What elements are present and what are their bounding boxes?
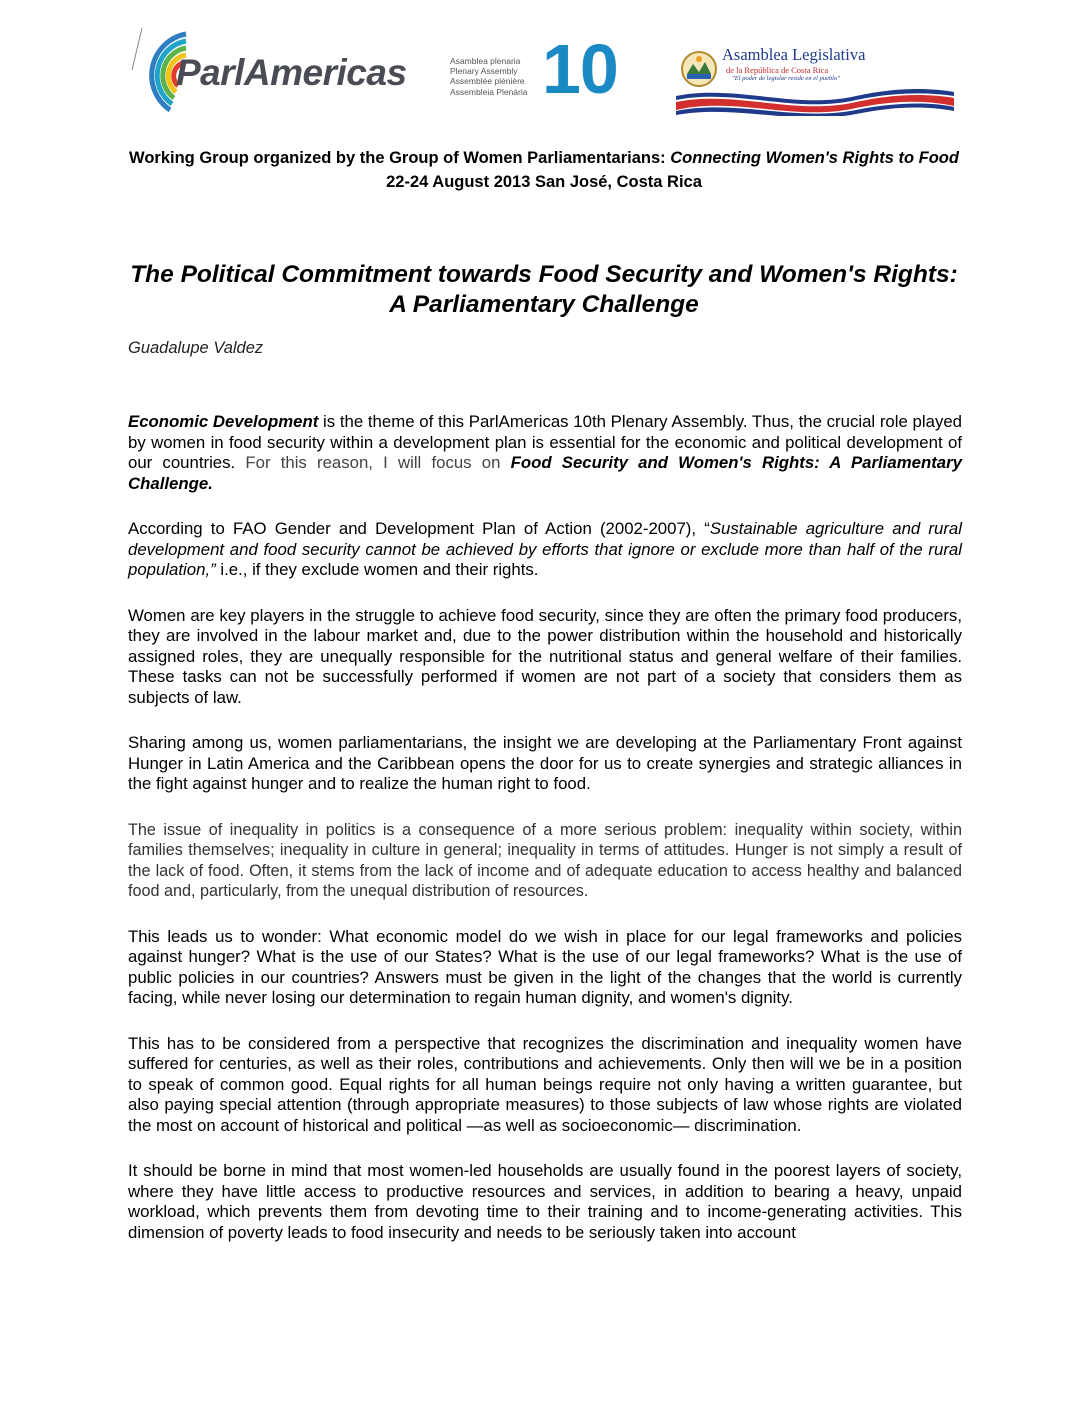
plenary-label: Assemblée plénière bbox=[450, 76, 525, 87]
working-group-date-location: 22-24 August 2013 San José, Costa Rica bbox=[386, 173, 702, 191]
paragraph-focus: Food Security and Women's Rights: A Parliamentary Challenge. bbox=[128, 453, 962, 493]
plenary-assembly-labels bbox=[450, 56, 527, 97]
author-name: Guadalupe Valdez bbox=[128, 339, 264, 357]
paragraph: This has to be considered from a perspective that recognizes the discrimination and inequality women have suffered for centuries, as well as their roles, contributions and achievements. Only then will we be in a position to speak of common good. Equal rights for all human beings require not only having a written guarantee, but also paying special attention (through appropriate measures) to those subjects of law whose rights are violated the most on account of historical and political —as well as socioeconomic— discrimination. bbox=[128, 1033, 962, 1135]
working-group-theme: Connecting Women's Rights to Food bbox=[670, 149, 959, 167]
separator-slash bbox=[130, 26, 144, 72]
paragraph bbox=[128, 412, 962, 494]
document-title: The Political Commitment towards Food Security and Women's Rights: A Parliamentary Challenge bbox=[130, 261, 958, 318]
working-group-prefix: Working Group organized by the Group of Women Parliamentarians: bbox=[129, 149, 671, 167]
document-body bbox=[128, 412, 962, 1268]
asamblea-motto: "El poder de legislar reside en el pueblo" bbox=[732, 75, 840, 82]
plenary-label: Assembleia Plenária bbox=[450, 86, 528, 97]
asamblea-legislativa-logo bbox=[676, 42, 954, 116]
paragraph-text: For this reason, I will focus on bbox=[245, 453, 511, 472]
assembly-number: 10 bbox=[542, 30, 618, 108]
working-group-heading bbox=[128, 146, 960, 194]
paragraph: The issue of inequality in politics is a consequence of a more serious problem: inequality within society, within families themselves; inequality in culture in general; inequality in terms of attitudes. Hunger is not simply a result of the lack of food. Often, it stems from the lack of income and of adequate education to access healthy and balanced food and, particularly, from the unequal distribution of resources. bbox=[128, 820, 962, 900]
paragraph-text: According to FAO Gender and Development Plan of Action (2002-2007), “ bbox=[128, 519, 710, 538]
parlamericas-wordmark: ParlAmericas bbox=[176, 52, 407, 93]
paragraph-lead: Economic Development bbox=[128, 412, 319, 431]
paragraph bbox=[128, 519, 962, 581]
plenary-label: Plenary Assembly bbox=[450, 66, 518, 77]
paragraph-text: i.e., if they exclude women and their rights. bbox=[215, 560, 539, 579]
plenary-label: Asamblea plenaria bbox=[450, 56, 521, 66]
flag-waves-icon bbox=[676, 82, 954, 116]
paragraph: Women are key players in the struggle to achieve food security, since they are often the primary food producers, they are involved in the labour market and, due to the power distribution within the household and historically assigned roles, they are unequally responsible for the nutritional status and general welfare of their families. These tasks can not be successfully performed if women are not part of a society that considers them as subjects of law. bbox=[128, 605, 962, 707]
asamblea-title: Asamblea Legislativa bbox=[722, 45, 866, 64]
paragraph: Sharing among us, women parliamentarians, the insight we are developing at the Parliamentary Front against Hunger in Latin America and the Caribbean opens the door for us to create synergies and strategic alliances in the fight against hunger and to realize the human right to food. bbox=[128, 733, 962, 793]
parlamericas-logo bbox=[130, 26, 528, 116]
paragraph: It should be borne in mind that most women-led households are usually found in the poorest layers of society, where they have little access to productive resources and services, in addition to bearing a heavy, unpaid workload, which prevents them from devoting time to their training and to income-generating activities. This dimension of poverty leads to food insecurity and needs to be seriously taken into account bbox=[128, 1161, 962, 1242]
paragraph: This leads us to wonder: What economic model do we wish in place for our legal frameworks and policies against hunger? What is the use of our States? What is the use of our legal frameworks? What is the use of public policies in our countries? Answers must be given in the light of the changes that the world is currently facing, while never losing our determination to regain human dignity, and women's dignity. bbox=[128, 926, 962, 1007]
paragraph-quote: Sustainable agriculture and rural development and food security cannot be achieved by efforts that ignore or exclude more than half of the rural population,” bbox=[128, 519, 962, 579]
paragraph-text: is the theme of this ParlAmericas 10th Plenary Assembly. Thus, the crucial role played by women in food security within a development plan is essential for the economic and political development of our countries. bbox=[128, 412, 962, 472]
asamblea-subtitle: de la República de Costa Rica bbox=[726, 65, 829, 75]
